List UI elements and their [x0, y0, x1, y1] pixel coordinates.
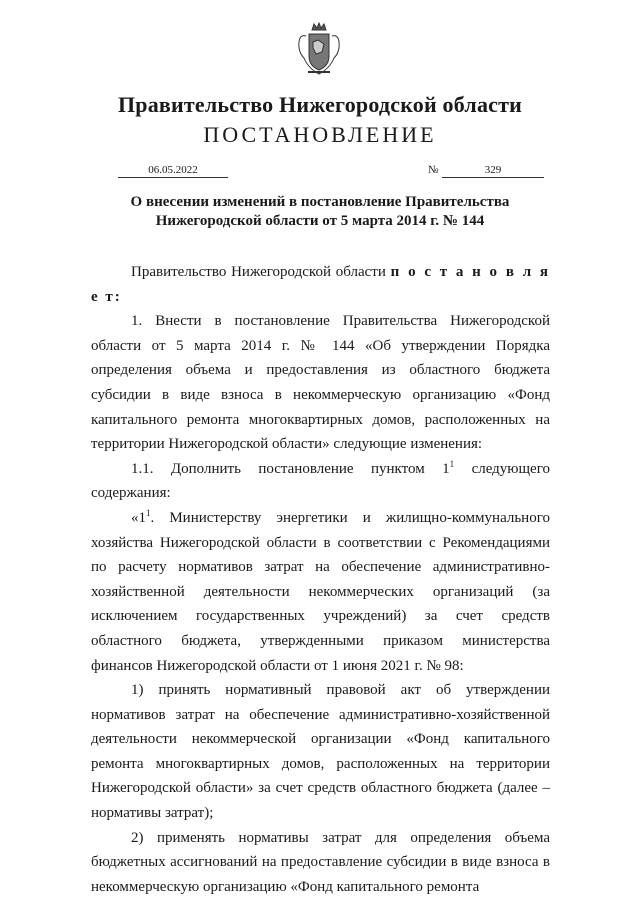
preamble-decree-word: п о с т а н о в л я е т:	[91, 264, 550, 305]
organization-title: Правительство Нижегородской области	[117, 92, 522, 117]
paragraph-quote-start: «1	[131, 509, 146, 526]
paragraph-quote-text: . Министерству энергетики и жилищно-коммунального хозяйства Нижегородской области в соответствии с Рекомендациями по расчету нормативов затрат на обеспечение административно-хозяйственной деятельности некоммерческих организаций (за исключением государственных учреждений) за счет средств областного бюджета, утвержденными приказом министерства финансов Нижегородской области от 1 июня 2021 г. № 98:	[91, 509, 550, 674]
document-date: 06.05.2022	[118, 163, 228, 178]
list-item-1: 1) принять нормативный правовой акт об утверждении нормативов затрат на обеспечение административно-хозяйственной деятельности некоммерческой организации «Фонд капитального ремонта многоквартирных домов, расположенных на территории Нижегородской области» за счет средств областного бюджета (далее – нормативы затрат);	[91, 682, 550, 822]
paragraph-1-sup-1	[91, 506, 550, 678]
coat-of-arms-emblem	[296, 22, 342, 78]
list-item-2: 2) применять нормативы затрат для определения объема бюджетных ассигнований на предоставление субсидии в виде взноса в некоммерческую организацию «Фонд капитального ремонта	[91, 829, 550, 895]
paragraph-1: 1. Внести в постановление Правительства Нижегородской области от 5 марта 2014 г. № 144 «Об утверждении Порядка определения объема и предоставления из областного бюджета субсидии в виде взноса в некоммерческую организацию «Фонд капитального ремонта многоквартирных домов, расположенных на территории Нижегородской области» следующие изменения:	[91, 313, 550, 453]
paragraph-1-1-text-end: следующего содержания:	[91, 460, 550, 502]
document-type: ПОСТАНОВЛЕНИЕ	[203, 122, 437, 147]
document-number: 329	[442, 163, 544, 178]
document-subject	[120, 193, 520, 231]
paragraph-1-1-text: 1.1. Дополнить постановление пунктом 1	[131, 460, 450, 477]
paragraph-1-1-sup: 1	[449, 458, 455, 469]
preamble-text: Правительство Нижегородской области	[131, 264, 386, 280]
preamble-paragraph	[91, 260, 550, 309]
document-body	[91, 260, 550, 899]
subject-line-1: О внесении изменений в постановление Правительства	[130, 194, 510, 210]
paragraph-quote-sup: 1	[146, 507, 151, 518]
subject-line-2: Нижегородской области от 5 марта 2014 г. № 144	[155, 213, 485, 229]
paragraph-1-1	[91, 457, 550, 506]
number-label: №	[428, 164, 439, 176]
